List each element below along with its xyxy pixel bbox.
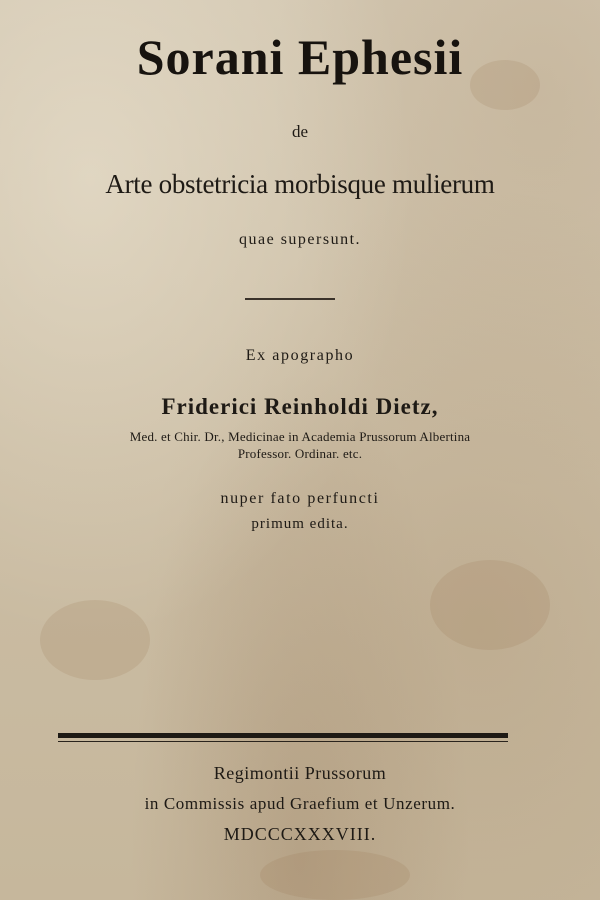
imprint-city: Regimontii Prussorum	[213, 763, 387, 783]
nuper-fato-perfuncti: nuper fato perfuncti	[220, 490, 380, 507]
author-credentials-line-2: Professor. Ordinar. etc.	[237, 446, 363, 461]
imprint-publisher: in Commissis apud Graefium et Unzerum.	[144, 794, 456, 813]
paper-stain	[260, 850, 410, 900]
author-credentials-line-1: Med. et Chir. Dr., Medicinae in Academia Prussorum Albertina	[129, 429, 471, 444]
paper-stain	[430, 560, 550, 650]
quae-supersunt: quae supersunt.	[238, 231, 362, 248]
paper-stain	[40, 600, 150, 680]
ex-apographo: Ex apographo	[245, 347, 355, 364]
primum-edita: primum edita.	[251, 516, 349, 532]
author-name: Friderici Reinholdi Dietz,	[161, 394, 439, 419]
book-subtitle: Arte obstetricia morbisque mulierum	[105, 169, 495, 199]
preposition-de: de	[291, 122, 309, 141]
imprint-rule-thick	[58, 733, 508, 738]
imprint-rule-thin	[58, 741, 508, 742]
section-divider	[245, 298, 335, 300]
imprint-year: MDCCCXXXVIII.	[223, 824, 377, 844]
book-title: Sorani Ephesii	[136, 29, 464, 85]
